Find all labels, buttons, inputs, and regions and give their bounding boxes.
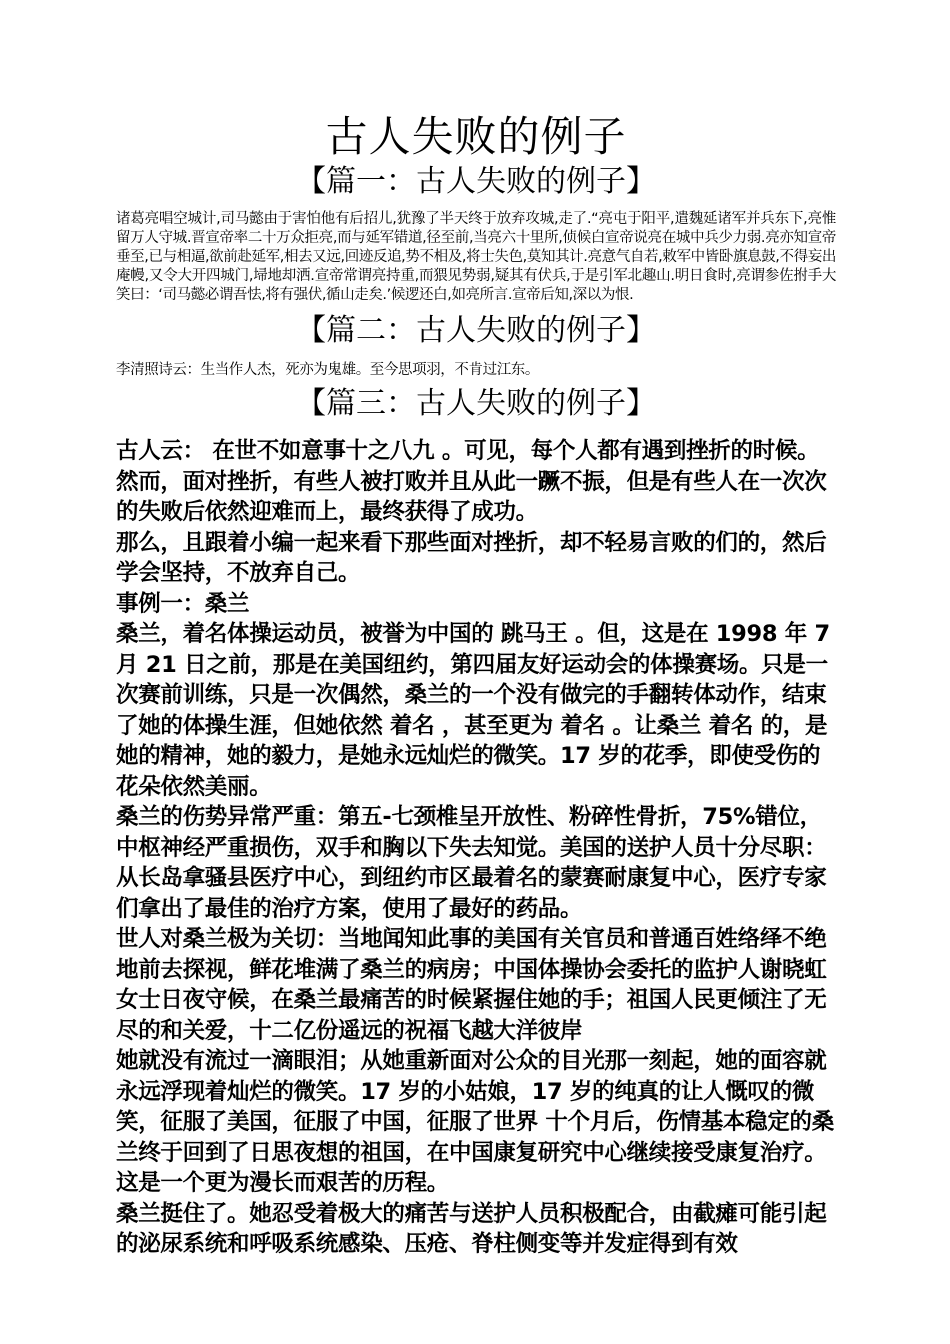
section-2-paragraph: 李清照诗云：生当作人杰，死亦为鬼雄。至今思项羽，不肯过江东。 xyxy=(116,362,539,378)
section-3-paragraph-3: 事例一：桑兰 xyxy=(116,590,250,617)
section-1-paragraph: 诸葛亮唱空城计,司马懿由于害怕他有后招儿,犹豫了半天终于放弃攻城,走了.“亮屯于阳平,遣魏延诸军并兵东下,亮惟留万人守城.晋宣帝率二十万众拒亮,而与延军错道,径至前,当亮六十里所,侦候白宣帝说亮在城中兵少力弱.亮亦知宣帝垂至,已与相逼,欲前赴延军,相去又远,回迹反追,势不相及,将士失色,莫知其计.亮意气自若,敕军中皆卧旗息鼓,不得妄出庵幔,又令大开四城门,埽地却洒.宣帝常谓亮持重,而猥见势弱,疑其有伏兵,于是引军北趣山.明日食时,亮谓参佐拊手大笑曰：‘司马懿必谓吾怯,将有强伏,循山走矣.’候逻还白,如亮所言.宣帝后知,深以为恨. xyxy=(116,211,836,303)
section-heading-3: 【篇三：古人失败的例子】 xyxy=(296,386,656,421)
section-3-paragraph-4: 桑兰，着名体操运动员，被誉为中国的 跳马王 。但，这是在 1998 年 7 月 21 日之前，那是在美国纽约，第四届友好运动会的体操赛场。只是一次赛前训练，只是一次偶然，桑兰的一个没有做完的手翻转体动作，结束了她的体操生涯，但她依然 着名 ，甚至更为 着名 。让桑兰 着名 的，是她的精神，她的毅力，是她永远灿烂的微笑。17 岁的花季，即使受伤的花朵依然美丽。 xyxy=(116,621,830,800)
section-heading-1: 【篇一：古人失败的例子】 xyxy=(296,164,656,199)
section-3-body xyxy=(116,436,836,1260)
section-3-paragraph-6: 世人对桑兰极为关切：当地闻知此事的美国有关官员和普通百姓络绎不绝地前去探视，鲜花堆满了桑兰的病房；中国体操协会委托的监护人谢晓虹女士日夜守候，在桑兰最痛苦的时候紧握住她的手；祖国人民更倾注了无尽的和关爱，十二亿份遥远的祝福飞越大洋彼岸 xyxy=(116,926,827,1044)
section-heading-2: 【篇二：古人失败的例子】 xyxy=(296,313,656,348)
section-3-paragraph-2: 那么，且跟着小编一起来看下那些面对挫折，却不轻易言败的们的，然后学会坚持，不放弃自己。 xyxy=(116,529,827,586)
section-3-paragraph-5: 桑兰的伤势异常严重：第五-七颈椎呈开放性、粉碎性骨折，75%错位，中枢神经严重损伤，双手和胸以下失去知觉。美国的送护人员十分尽职：从长岛拿骚县医疗中心，到纽约市区最着名的蒙赛耐康复中心，医疗专家们拿出了最佳的治疗方案，使用了最好的药品。 xyxy=(116,804,827,922)
section-3-paragraph-8: 这是一个更为漫长而艰苦的历程。 xyxy=(116,1170,450,1196)
section-3-paragraph-1: 古人云： 在世不如意事十之八九 。可见，每个人都有遇到挫折的时候。然而，面对挫折，有些人被打败并且从此一蹶不振，但是有些人在一次次的失败后依然迎难而上，最终获得了成功。 xyxy=(116,438,827,525)
section-3-paragraph-9: 桑兰挺住了。她忍受着极大的痛苦与送护人员积极配合，由截瘫可能引起的泌尿系统和呼吸系统感染、压疮、脊柱侧变等并发症得到有效 xyxy=(116,1200,827,1257)
document-page xyxy=(116,112,836,1260)
document-title: 古人失败的例子 xyxy=(325,112,627,161)
section-3-paragraph-7: 她就没有流过一滴眼泪；从她重新面对公众的目光那一刻起，她的面容就永远浮现着灿烂的微笑。17 岁的小姑娘，17 岁的纯真的让人慨叹的微笑，征服了美国，征服了中国，征服了世界 十个月后，伤情基本稳定的桑兰终于回到了日思夜想的祖国，在中国康复研究中心继续接受康复治疗。 xyxy=(116,1048,834,1166)
